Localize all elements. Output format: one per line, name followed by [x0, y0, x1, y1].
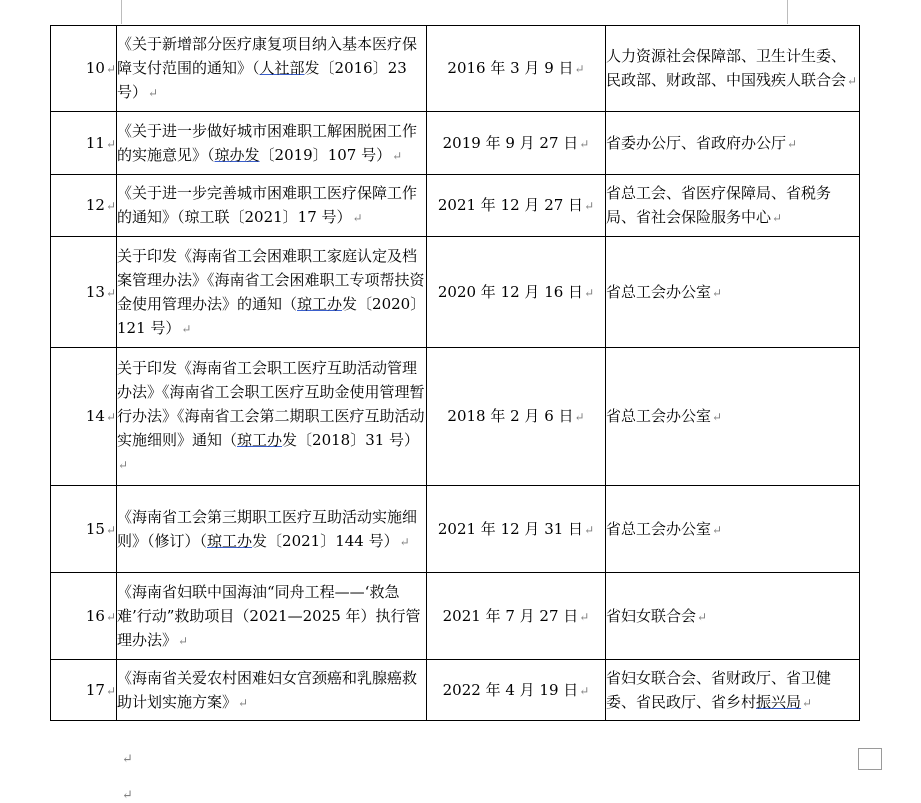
- row-number: 11: [85, 133, 105, 152]
- document-title: 《海南省关爱农村困难妇女宫颈癌和乳腺癌救助计划实施方案》: [117, 668, 418, 711]
- row-number: 15: [85, 519, 105, 538]
- margin-corner-mark-left: [121, 0, 122, 24]
- issuing-org-cell: [606, 573, 860, 660]
- paragraph-mark: ↵: [122, 788, 133, 803]
- document-title: 关于印发《海南省工会职工医疗互助活动管理办法》《海南省工会职工医疗互助金使用管理暂行办法》《海南省工会第二期职工医疗互助活动实施细则》通知（: [117, 359, 425, 449]
- document-title-cell: [117, 660, 427, 721]
- return-mark: ↵: [712, 410, 723, 424]
- row-number-cell: [51, 237, 117, 348]
- row-number-cell: [51, 175, 117, 237]
- document-title-cell: [117, 112, 427, 175]
- issue-date: 2018 年 2 月 6 日: [447, 407, 574, 425]
- document-title-underlined: 琼工办: [237, 431, 283, 449]
- return-mark: ↵: [105, 199, 116, 213]
- issue-date: 2021 年 12 月 31 日: [437, 519, 584, 538]
- return-mark: ↵: [392, 148, 403, 163]
- return-mark: ↵: [787, 136, 798, 151]
- document-title-cell: [117, 486, 427, 573]
- table-row: [51, 486, 860, 573]
- issuing-org: 省总工会办公室: [606, 282, 712, 301]
- issue-date-cell: [427, 112, 606, 175]
- document-title-cell: [117, 26, 427, 112]
- document-title-underlined: 人社部: [259, 59, 305, 77]
- issuing-org: 省总工会、省医疗保障局、省税务局、省社会保险服务中心: [606, 184, 832, 226]
- row-number-cell: [51, 112, 117, 175]
- issue-date-cell: [427, 486, 606, 573]
- return-mark: ↵: [118, 458, 129, 472]
- document-title-cell: [117, 237, 427, 348]
- document-title-tail: 发〔2021〕144 号）: [252, 531, 399, 550]
- document-title-tail: 发〔2020〕121 号）: [117, 294, 426, 337]
- return-mark: ↵: [697, 609, 708, 624]
- return-mark: ↵: [579, 683, 590, 698]
- issue-date-cell: [427, 237, 606, 348]
- document-title: 《海南省妇联中国海油“同舟工程——‘救急难’行动”救助项目（2021—2025 年）执行管理办法》: [117, 582, 421, 649]
- row-number: 16: [85, 606, 105, 625]
- return-mark: ↵: [579, 136, 590, 151]
- table-row: [51, 348, 860, 486]
- row-number: 12: [85, 196, 105, 214]
- issue-date-cell: [427, 175, 606, 237]
- return-mark: ↵: [178, 633, 189, 648]
- issue-date: 2019 年 9 月 27 日: [442, 133, 579, 152]
- document-title: 《关于进一步做好城市困难职工解困脱困工作的实施意见》（: [117, 121, 418, 164]
- document-title-underlined: 琼办发: [214, 145, 260, 164]
- document-title-tail: 〔2019〕107 号）: [259, 145, 392, 164]
- issuing-org-cell: [606, 660, 860, 721]
- document-title-underlined: 琼工办: [207, 531, 253, 550]
- paragraph-mark: ↵: [122, 752, 133, 767]
- table-row: [51, 112, 860, 175]
- row-number: 14: [85, 407, 105, 425]
- return-mark: ↵: [105, 522, 116, 537]
- document-title: 《关于进一步完善城市困难职工医疗保障工作的通知》（琼工联〔2021〕17 号）: [117, 184, 418, 226]
- table-row: [51, 573, 860, 660]
- return-mark: ↵: [772, 211, 783, 225]
- row-number: 13: [85, 282, 105, 301]
- document-title-tail: 发〔2016〕23 号）: [117, 59, 407, 101]
- return-mark: ↵: [105, 683, 116, 698]
- return-mark: ↵: [105, 609, 116, 624]
- issuing-org-underlined: 振兴局: [756, 692, 802, 711]
- issue-date-cell: [427, 573, 606, 660]
- return-mark: ↵: [148, 86, 159, 100]
- row-number-cell: [51, 26, 117, 112]
- margin-corner-mark-right: [787, 0, 788, 24]
- table-row: [51, 660, 860, 721]
- return-mark: ↵: [584, 522, 595, 537]
- issuing-org-cell: [606, 112, 860, 175]
- issue-date: 2016 年 3 月 9 日: [447, 59, 574, 77]
- row-number: 10: [85, 59, 105, 77]
- document-title-tail: 发〔2018〕31 号）: [282, 431, 420, 449]
- document-title-cell: [117, 573, 427, 660]
- row-number-cell: [51, 486, 117, 573]
- return-mark: ↵: [574, 62, 585, 76]
- document-title: 《海南省工会第三期职工医疗互助活动实施细则》（修订）（: [117, 507, 418, 550]
- issue-date: 2022 年 4 月 19 日: [442, 680, 579, 699]
- document-title: 关于印发《海南省工会困难职工家庭认定及档案管理办法》《海南省工会困难职工专项帮扶资金使用管理办法》的通知（: [117, 246, 425, 313]
- issuing-org-cell: [606, 26, 860, 112]
- return-mark: ↵: [181, 321, 192, 336]
- issue-date: 2021 年 12 月 27 日: [437, 196, 584, 214]
- regulation-table: [50, 25, 860, 721]
- document-title-cell: [117, 348, 427, 486]
- table-resize-handle[interactable]: [858, 748, 882, 770]
- return-mark: ↵: [574, 410, 585, 424]
- return-mark: ↵: [584, 285, 595, 300]
- table-row: [51, 26, 860, 112]
- table-row: [51, 175, 860, 237]
- return-mark: ↵: [712, 522, 723, 537]
- return-mark: ↵: [105, 136, 116, 151]
- row-number-cell: [51, 573, 117, 660]
- return-mark: ↵: [352, 211, 363, 225]
- return-mark: ↵: [802, 695, 813, 710]
- return-mark: ↵: [399, 534, 410, 549]
- issuing-org-cell: [606, 237, 860, 348]
- issuing-org: 省总工会办公室: [606, 407, 712, 425]
- row-number-cell: [51, 660, 117, 721]
- issuing-org: 省委办公厅、省政府办公厅: [606, 133, 787, 152]
- issuing-org-cell: [606, 175, 860, 237]
- document-title-cell: [117, 175, 427, 237]
- issue-date-cell: [427, 348, 606, 486]
- row-number: 17: [85, 680, 105, 699]
- return-mark: ↵: [105, 62, 116, 76]
- issue-date: 2021 年 7 月 27 日: [442, 606, 579, 625]
- issuing-org: 省妇女联合会、省财政厅、省卫健委、省民政厅、省乡村: [606, 668, 832, 711]
- return-mark: ↵: [712, 285, 723, 300]
- issue-date-cell: [427, 660, 606, 721]
- issuing-org: 人力资源社会保障部、卫生计生委、民政部、财政部、中国残疾人联合会: [606, 47, 847, 89]
- document-title: 《关于新增部分医疗康复项目纳入基本医疗保障支付范围的通知》（: [117, 35, 418, 77]
- issuing-org: 省妇女联合会: [606, 606, 697, 625]
- return-mark: ↵: [584, 199, 595, 213]
- return-mark: ↵: [105, 285, 116, 300]
- row-number-cell: [51, 348, 117, 486]
- return-mark: ↵: [105, 410, 116, 424]
- table-row: [51, 237, 860, 348]
- return-mark: ↵: [847, 74, 858, 88]
- return-mark: ↵: [238, 695, 249, 710]
- document-title-underlined: 琼工办: [297, 294, 343, 313]
- issue-date: 2020 年 12 月 16 日: [437, 282, 584, 301]
- issuing-org-cell: [606, 348, 860, 486]
- issuing-org: 省总工会办公室: [606, 519, 712, 538]
- return-mark: ↵: [579, 609, 590, 624]
- issuing-org-cell: [606, 486, 860, 573]
- issue-date-cell: [427, 26, 606, 112]
